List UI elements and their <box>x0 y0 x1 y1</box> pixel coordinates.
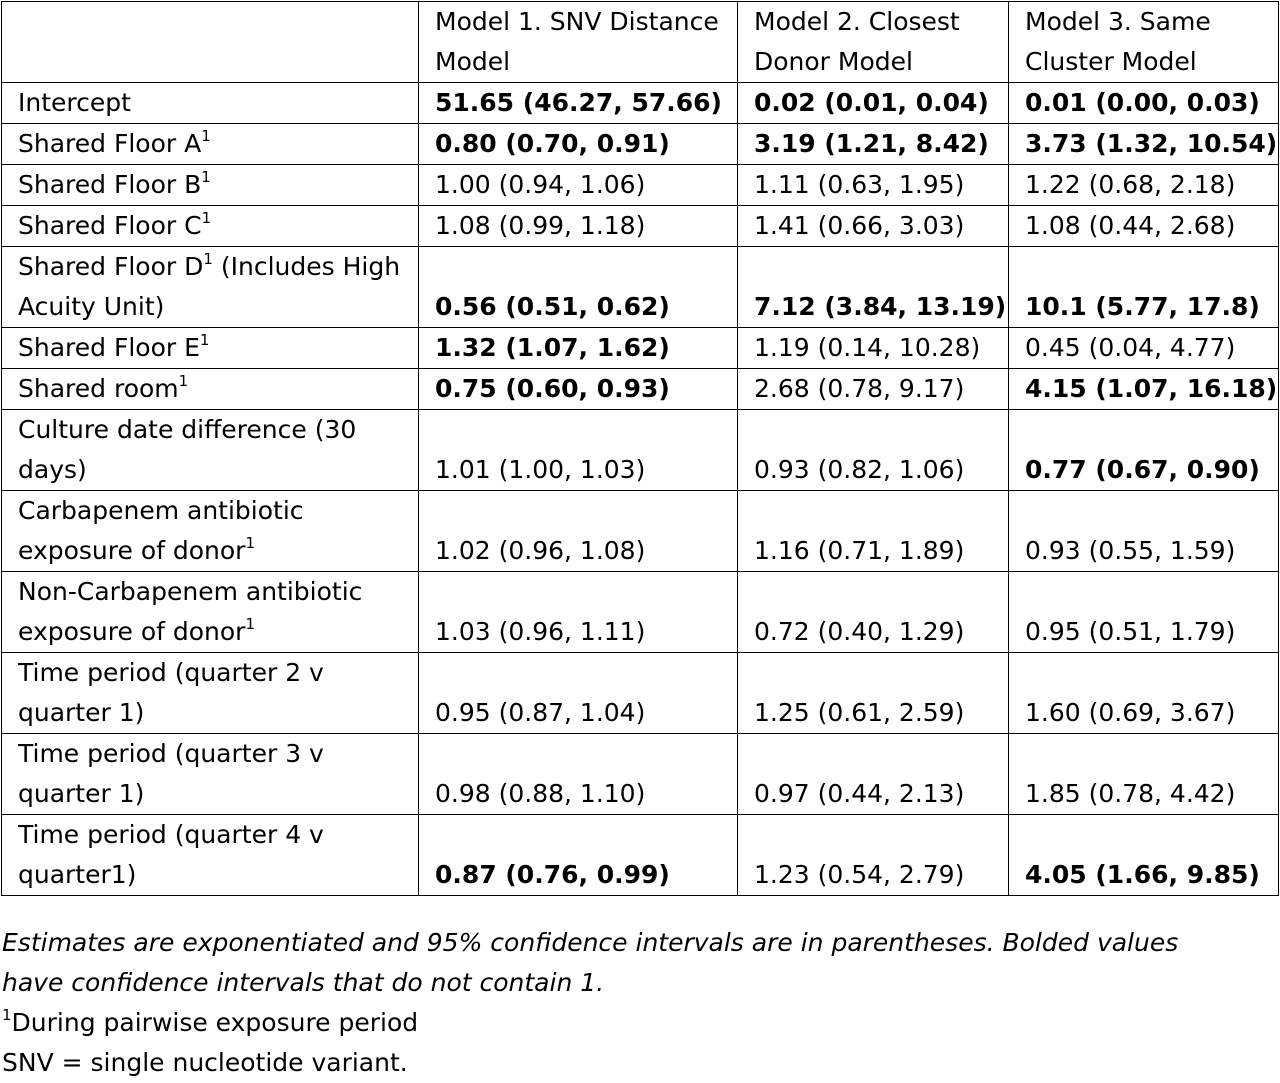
estimate-cell-model-2: 0.72 (0.40, 1.29) <box>738 572 1009 653</box>
row-label-footnote-mark: 1 <box>245 614 256 633</box>
table-row <box>2 124 1279 165</box>
row-label-footnote-mark: 1 <box>201 126 211 145</box>
row-label-text: Shared Floor E <box>18 333 200 362</box>
estimate-cell-model-3: 0.45 (0.04, 4.77) <box>1009 328 1279 369</box>
row-label-footnote-mark: 1 <box>201 167 211 186</box>
table-row <box>2 165 1279 206</box>
estimate-cell-model-3: 4.05 (1.66, 9.85) <box>1009 815 1279 896</box>
estimates-note: Estimates are exponentiated and 95% confidence intervals are in parentheses. Bolded values <box>2 928 1179 957</box>
header-row <box>2 2 1279 83</box>
row-label <box>2 124 419 165</box>
row-label-footnote-mark: 1 <box>203 249 213 268</box>
row-label-text: Shared Floor D <box>18 252 204 281</box>
table-row <box>2 247 1279 328</box>
footnote-mark: 1 <box>2 1005 12 1024</box>
estimate-cell-model-2: 1.41 (0.66, 3.03) <box>738 206 1009 247</box>
table-row <box>2 491 1279 572</box>
estimate-cell-model-3: 3.73 (1.32, 10.54) <box>1009 124 1279 165</box>
row-label-text: Shared room <box>18 374 179 403</box>
header-cell-empty <box>2 2 419 83</box>
estimate-cell-model-3: 1.22 (0.68, 2.18) <box>1009 165 1279 206</box>
estimate-cell-model-1: 1.02 (0.96, 1.08) <box>419 491 738 572</box>
table-row <box>2 734 1279 815</box>
row-label <box>2 206 419 247</box>
estimate-cell-model-1: 1.01 (1.00, 1.03) <box>419 410 738 491</box>
row-label-text: Time period (quarter 4 v quarter1) <box>18 820 324 889</box>
header-cell-model-2: Model 2. Closest Donor Model <box>738 2 1009 83</box>
estimate-cell-model-2: 1.23 (0.54, 2.79) <box>738 815 1009 896</box>
row-label-footnote-mark: 1 <box>199 330 210 349</box>
estimate-cell-model-3: 1.08 (0.44, 2.68) <box>1009 206 1279 247</box>
row-label <box>2 369 419 410</box>
estimate-cell-model-3: 4.15 (1.07, 16.18) <box>1009 369 1279 410</box>
estimate-cell-model-3: 1.85 (0.78, 4.42) <box>1009 734 1279 815</box>
estimate-cell-model-1: 0.75 (0.60, 0.93) <box>419 369 738 410</box>
row-label-text: Carbapenem antibiotic exposure of donor <box>18 496 304 565</box>
estimate-cell-model-2: 0.93 (0.82, 1.06) <box>738 410 1009 491</box>
estimate-cell-model-1: 0.95 (0.87, 1.04) <box>419 653 738 734</box>
estimate-cell-model-2: 0.97 (0.44, 2.13) <box>738 734 1009 815</box>
row-label <box>2 491 419 572</box>
row-label <box>2 815 419 896</box>
table-row <box>2 206 1279 247</box>
row-label <box>2 653 419 734</box>
estimate-cell-model-1: 0.80 (0.70, 0.91) <box>419 124 738 165</box>
footnote-text: During pairwise exposure period <box>11 1008 419 1037</box>
estimate-cell-model-2: 1.19 (0.14, 10.28) <box>738 328 1009 369</box>
estimate-cell-model-1: 51.65 (46.27, 57.66) <box>419 83 738 124</box>
row-label <box>2 328 419 369</box>
table-row <box>2 572 1279 653</box>
estimate-cell-model-2: 7.12 (3.84, 13.19) <box>738 247 1009 328</box>
estimate-cell-model-2: 0.02 (0.01, 0.04) <box>738 83 1009 124</box>
table-body <box>2 83 1279 896</box>
row-label-text: Shared Floor A <box>18 129 202 158</box>
estimates-note-continued: have confidence intervals that do not contain 1. <box>2 968 605 997</box>
estimate-cell-model-3: 0.95 (0.51, 1.79) <box>1009 572 1279 653</box>
row-label <box>2 572 419 653</box>
row-label-footnote-mark: 1 <box>201 208 212 227</box>
estimate-cell-model-1: 0.98 (0.88, 1.10) <box>419 734 738 815</box>
row-label-text: Shared Floor B <box>18 170 202 199</box>
row-label-text: Shared Floor C <box>18 211 202 240</box>
table-row <box>2 653 1279 734</box>
estimate-cell-model-1: 0.87 (0.76, 0.99) <box>419 815 738 896</box>
row-label-text: Non-Carbapenem antibiotic exposure of donor <box>18 577 363 646</box>
estimate-cell-model-2: 3.19 (1.21, 8.42) <box>738 124 1009 165</box>
row-label-text: Intercept <box>18 88 131 117</box>
row-label-text: Culture date difference (30 days) <box>18 415 357 484</box>
row-label <box>2 165 419 206</box>
table-row <box>2 83 1279 124</box>
row-label <box>2 83 419 124</box>
estimate-cell-model-2: 1.11 (0.63, 1.95) <box>738 165 1009 206</box>
estimate-cell-model-2: 1.25 (0.61, 2.59) <box>738 653 1009 734</box>
results-table <box>1 1 1279 896</box>
table-row <box>2 815 1279 896</box>
row-label <box>2 247 419 328</box>
estimate-cell-model-3: 1.60 (0.69, 3.67) <box>1009 653 1279 734</box>
row-label-text: Time period (quarter 2 v quarter 1) <box>18 658 324 727</box>
estimate-cell-model-2: 1.16 (0.71, 1.89) <box>738 491 1009 572</box>
estimate-cell-model-1: 1.32 (1.07, 1.62) <box>419 328 738 369</box>
estimate-cell-model-3: 10.1 (5.77, 17.8) <box>1009 247 1279 328</box>
table-row <box>2 369 1279 410</box>
estimate-cell-model-1: 1.08 (0.99, 1.18) <box>419 206 738 247</box>
estimate-cell-model-1: 1.03 (0.96, 1.11) <box>419 572 738 653</box>
estimate-cell-model-3: 0.77 (0.67, 0.90) <box>1009 410 1279 491</box>
estimate-cell-model-1: 0.56 (0.51, 0.62) <box>419 247 738 328</box>
table-row <box>2 328 1279 369</box>
footnote <box>2 1003 1178 1043</box>
row-label-suffix: (Includes High Acuity Unit) <box>18 252 401 321</box>
row-label-footnote-mark: 1 <box>178 371 189 390</box>
estimate-cell-model-3: 0.01 (0.00, 0.03) <box>1009 83 1279 124</box>
header-cell-model-1: Model 1. SNV Distance Model <box>419 2 738 83</box>
row-label-footnote-mark: 1 <box>245 533 256 552</box>
row-label-text: Time period (quarter 3 v quarter 1) <box>18 739 324 808</box>
row-label <box>2 410 419 491</box>
estimate-cell-model-1: 1.00 (0.94, 1.06) <box>419 165 738 206</box>
row-label <box>2 734 419 815</box>
abbreviation-note: SNV = single nucleotide variant. <box>2 1048 408 1077</box>
estimate-cell-model-2: 2.68 (0.78, 9.17) <box>738 369 1009 410</box>
header-cell-model-3: Model 3. Same Cluster Model <box>1009 2 1279 83</box>
table-notes <box>2 923 1178 1083</box>
table-row <box>2 410 1279 491</box>
estimate-cell-model-3: 0.93 (0.55, 1.59) <box>1009 491 1279 572</box>
